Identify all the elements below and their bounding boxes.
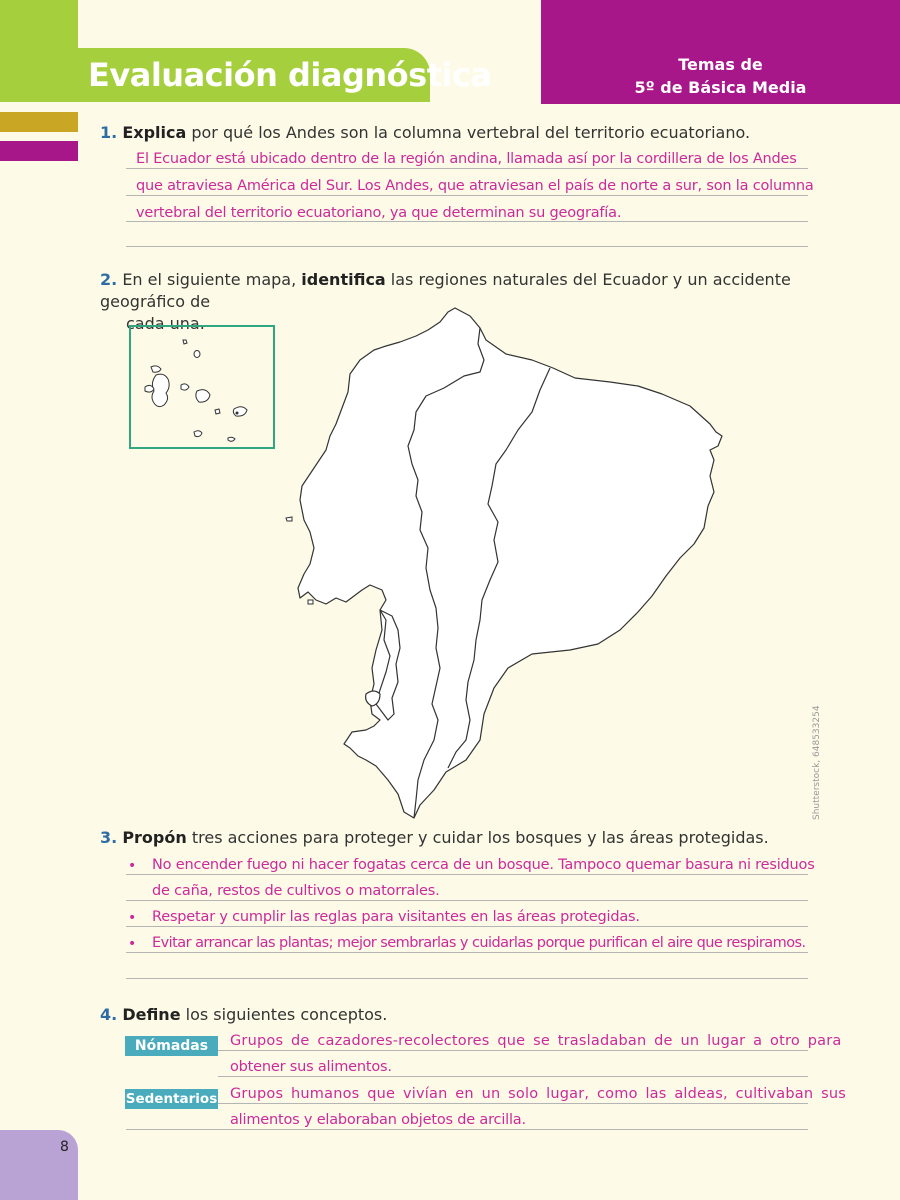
answer-rule bbox=[126, 926, 808, 927]
answer-3-item-3: Evitar arrancar las plantas; mejor sembrarlas y cuidarlas porque purifican el aire que respiramos. bbox=[152, 935, 806, 951]
definition-sedentarios-line-2: alimentos y elaboraban objetos de arcilla. bbox=[230, 1112, 526, 1128]
bullet-icon: • bbox=[128, 936, 137, 952]
answer-rule bbox=[218, 1103, 808, 1104]
definition-nomadas-line-1: Grupos de cazadores-recolectores que se trasladaban de un lugar a otro para bbox=[230, 1033, 842, 1049]
island bbox=[228, 437, 235, 441]
answer-3-item-1-line-1: No encender fuego ni hacer fogatas cerca de un bosque. Tampoco quemar basura ni residuos bbox=[152, 857, 815, 873]
question-4-number: 4. bbox=[100, 1005, 118, 1024]
question-2-number: 2. bbox=[100, 270, 118, 289]
island bbox=[181, 384, 189, 390]
question-4-text: los siguientes conceptos. bbox=[180, 1005, 388, 1024]
answer-rule bbox=[126, 221, 808, 222]
small-island bbox=[308, 600, 313, 604]
island bbox=[194, 351, 200, 358]
answer-rule bbox=[126, 168, 808, 169]
answer-rule bbox=[126, 1129, 808, 1130]
question-3 bbox=[100, 827, 769, 849]
island bbox=[194, 431, 202, 437]
question-1-text: por qué los Andes son la columna vertebral del territorio ecuatoriano. bbox=[186, 123, 751, 142]
bullet-icon: • bbox=[128, 858, 137, 874]
definition-nomadas-line-2: obtener sus alimentos. bbox=[230, 1059, 392, 1075]
question-3-text: tres acciones para proteger y cuidar los bosques y las áreas protegidas. bbox=[186, 828, 769, 847]
question-3-verb: Propón bbox=[122, 828, 187, 847]
san-cristobal-island bbox=[233, 407, 247, 416]
santa-cruz-island bbox=[196, 390, 210, 402]
island bbox=[145, 385, 154, 392]
answer-3-item-2: Respetar y cumplir las reglas para visitantes en las áreas protegidas. bbox=[152, 909, 640, 925]
island bbox=[183, 340, 187, 344]
answer-rule bbox=[218, 1050, 808, 1051]
question-1-number: 1. bbox=[100, 123, 118, 142]
island bbox=[151, 366, 161, 372]
answer-rule bbox=[126, 900, 808, 901]
answer-rule bbox=[126, 246, 808, 247]
isabela-island bbox=[152, 374, 169, 407]
page-title: Evaluación diagnóstica bbox=[88, 56, 492, 94]
galapagos-islands bbox=[131, 327, 273, 447]
answer-1-line-2: que atraviesa América del Sur. Los Andes, que atraviesan el país de norte a sur, son la columna bbox=[136, 178, 814, 194]
small-island bbox=[286, 517, 292, 521]
question-4 bbox=[100, 1004, 387, 1026]
question-3-number: 3. bbox=[100, 828, 118, 847]
ecuador-outline bbox=[298, 308, 722, 818]
answer-rule bbox=[126, 952, 808, 953]
galapagos-inset bbox=[129, 325, 275, 449]
question-2-text-before: En el siguiente mapa, bbox=[122, 270, 302, 289]
capital-dot bbox=[236, 412, 239, 415]
term-tag-sedentarios: Sedentarios bbox=[125, 1091, 218, 1107]
question-4-verb: Define bbox=[122, 1005, 181, 1024]
ecuador-map bbox=[270, 300, 740, 825]
topic-box bbox=[541, 0, 900, 104]
image-credit: Shutterstock, 648533254 bbox=[812, 705, 822, 820]
question-2-line-2: cada una. bbox=[126, 314, 205, 333]
question-1 bbox=[100, 122, 750, 144]
bullet-icon: • bbox=[128, 910, 137, 926]
term-tag-nomadas: Nómadas bbox=[125, 1036, 218, 1056]
question-2-text-after: las regiones naturales del Ecuador y un accidente geográfico de bbox=[100, 270, 791, 311]
answer-rule bbox=[126, 978, 808, 979]
definition-sedentarios-line-1: Grupos humanos que vivían en un solo lugar, como las aldeas, cultivaban sus bbox=[230, 1086, 846, 1102]
page-number: 8 bbox=[60, 1139, 69, 1155]
question-1-verb: Explica bbox=[122, 123, 187, 142]
answer-rule bbox=[126, 874, 808, 875]
magenta-stripe bbox=[0, 141, 78, 161]
topic-line-1: Temas de bbox=[678, 55, 763, 74]
answer-rule bbox=[126, 195, 808, 196]
topic-line-2: 5º de Básica Media bbox=[634, 78, 807, 97]
answer-3-item-1-line-2: de caña, restos de cultivos o matorrales. bbox=[152, 883, 440, 899]
question-2-verb: identifica bbox=[301, 270, 386, 289]
header-left-tab bbox=[0, 0, 78, 54]
answer-1-line-1: El Ecuador está ubicado dentro de la región andina, llamada así por la cordillera de los Andes bbox=[136, 151, 797, 167]
gold-stripe bbox=[0, 112, 78, 132]
island bbox=[215, 409, 220, 414]
answer-1-line-3: vertebral del territorio ecuatoriano, ya que determinan su geografía. bbox=[136, 205, 622, 221]
answer-rule bbox=[218, 1076, 808, 1077]
